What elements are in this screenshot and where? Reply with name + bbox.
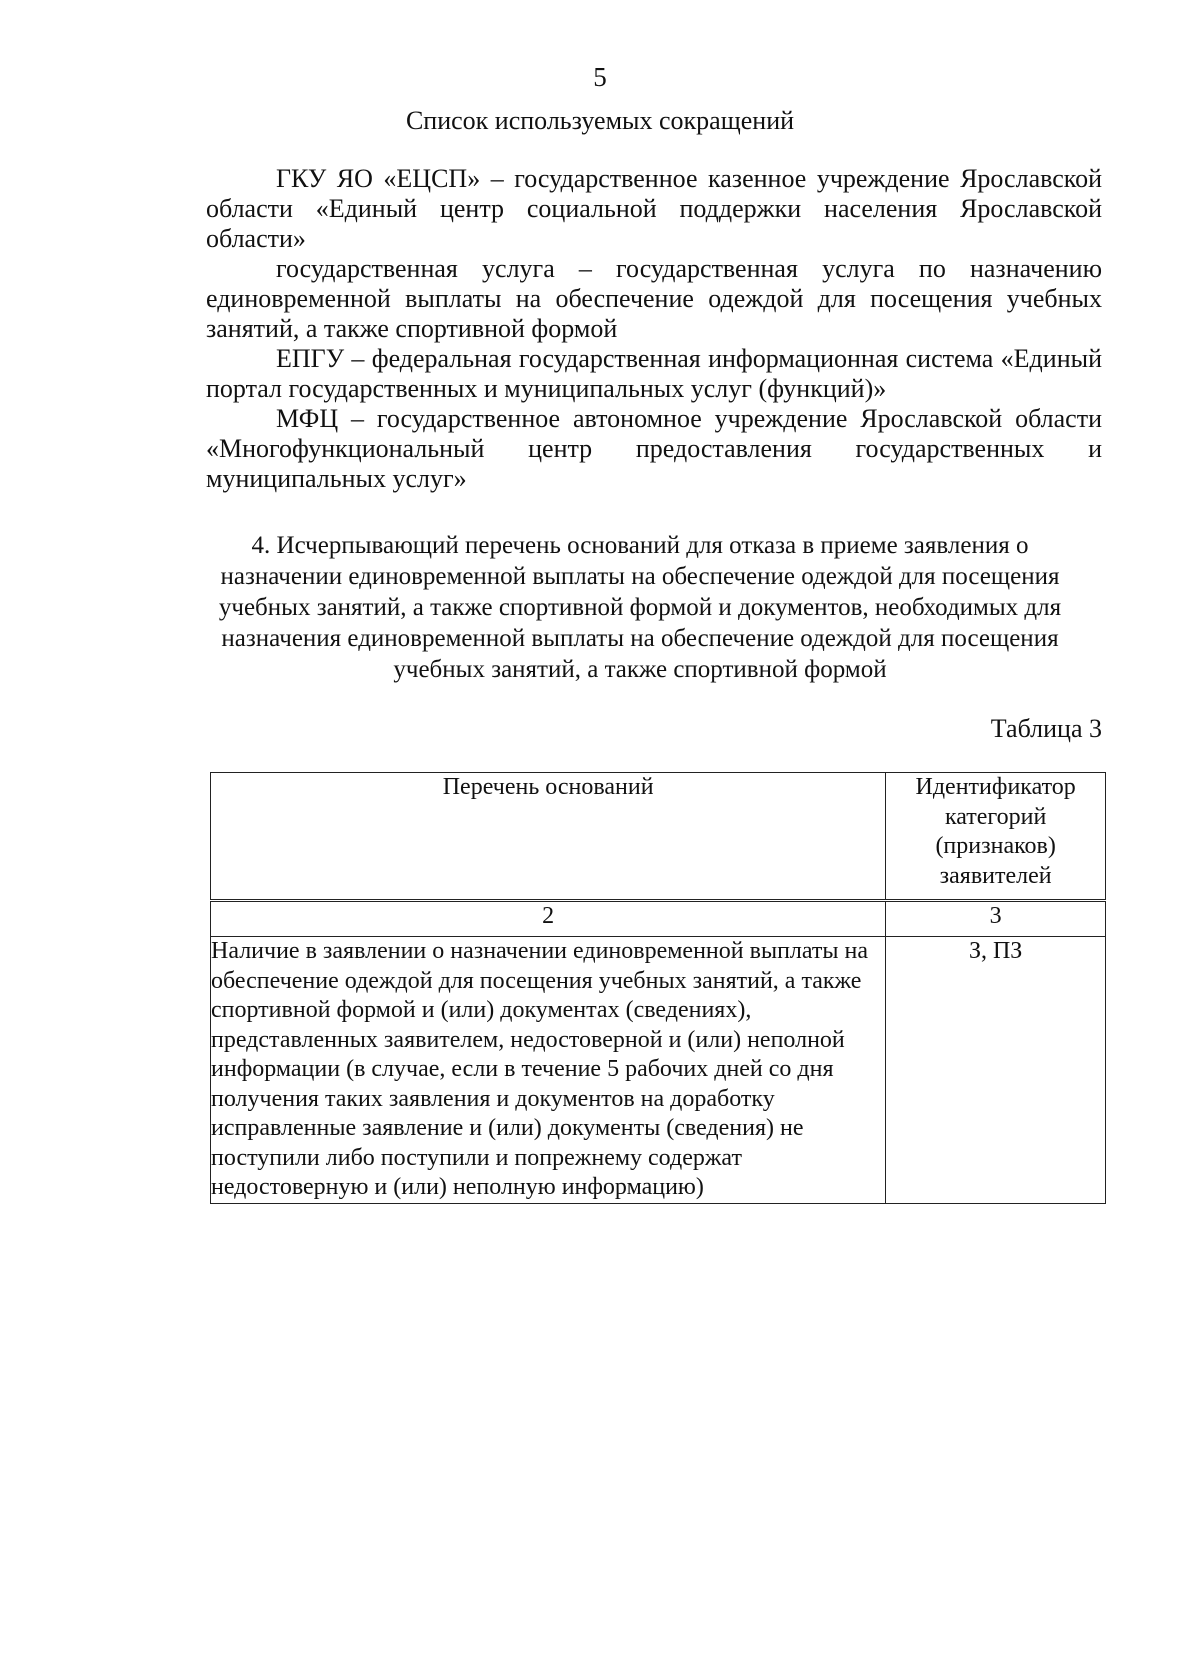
abbreviations-title: Список используемых сокращений — [405, 106, 795, 135]
section-4-heading: 4. Исчерпывающий перечень оснований для отказа в приеме заявления о назначении единовременной выплаты на обеспечение одеждой для посещения учебных занятий, а также спортивной формой и документов, необходимых для назначения единовременной выплаты на обеспечение одеждой для посещения учебных занятий, а также спортивной формой — [218, 532, 1062, 683]
abbreviation-item: МФЦ – государственное автономное учреждение Ярославской области «Многофункциональный центр предоставления государственных и муниципальных услуг» — [206, 404, 1102, 493]
grounds-table — [210, 772, 1106, 1204]
column-number: 2 — [211, 901, 886, 937]
column-number: 3 — [886, 901, 1106, 937]
column-number-row — [211, 901, 1106, 937]
page-number: 5 — [593, 62, 607, 92]
abbreviation-item: государственная услуга – государственная услуга по назначению единовременной выплаты на обеспечение одеждой для посещения учебных занятий, а также спортивной формой — [206, 254, 1102, 343]
abbreviation-item: ЕПГУ – федеральная государственная информационная система «Единый портал государственных и муниципальных услуг (функций)» — [206, 344, 1102, 403]
header-grounds-list: Перечень оснований — [211, 773, 886, 901]
ground-text-cell: Наличие в заявлении о назначении единовременной выплаты на обеспечение одеждой для посещения учебных занятий, а также спортивной формой и (или) документах (сведениях), представленных заявителем, недостоверной и (или) неполной информации (в случае, если в течение 5 рабочих дней со дня получения таких заявления и документов на доработку исправленные заявление и (или) документы (сведения) не поступили либо поступили и попрежнему содержат недостоверную и (или) неполную информацию) — [211, 937, 886, 1204]
table-row — [211, 937, 1106, 1204]
table-caption: Таблица 3 — [990, 714, 1102, 743]
identifier-cell: З, ПЗ — [886, 937, 1106, 1204]
abbreviation-item: ГКУ ЯО «ЕЦСП» – государственное казенное учреждение Ярославской области «Единый центр социальной поддержки населения Ярославской области» — [206, 164, 1102, 253]
abbreviations-list — [206, 164, 1102, 494]
table-header-row — [211, 773, 1106, 901]
header-applicant-category-id: Идентификатор категорий (признаков) заявителей — [886, 773, 1106, 901]
